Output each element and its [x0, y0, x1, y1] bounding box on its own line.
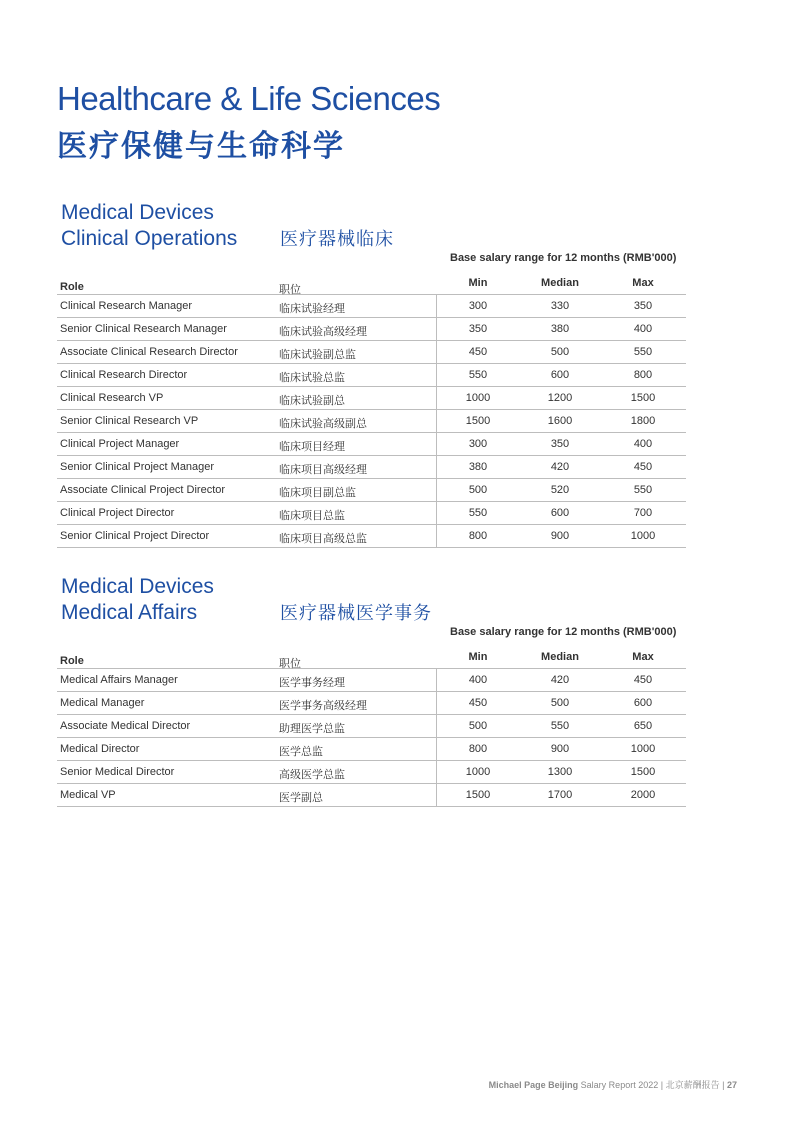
- cell-median: 350: [550, 438, 570, 450]
- table-row: [57, 761, 686, 784]
- table-row: [57, 669, 686, 692]
- cell-max: 450: [633, 461, 653, 473]
- section-title-line1: Medical Devices: [61, 575, 214, 598]
- cell-min: 500: [468, 484, 488, 496]
- cell-max: 550: [633, 484, 653, 496]
- cell-min: 550: [468, 369, 488, 381]
- column-divider: [436, 341, 437, 363]
- page-title-chinese: 医疗保健与生命科学: [57, 130, 345, 163]
- cell-role-chinese: 医学副总: [279, 792, 323, 804]
- cell-role-chinese: 临床试验副总监: [279, 349, 356, 361]
- column-divider: [436, 715, 437, 737]
- table-row: [57, 715, 686, 738]
- cell-role-chinese: 临床项目经理: [279, 441, 345, 453]
- cell-max: 1800: [630, 415, 656, 427]
- table-row: [57, 364, 686, 387]
- column-divider: [436, 295, 437, 317]
- cell-max: 1500: [630, 392, 656, 404]
- section-title-line2: Medical Affairs: [61, 601, 198, 624]
- cell-role: Senior Medical Director: [60, 766, 175, 778]
- salary-table: [57, 645, 686, 807]
- cell-median: 550: [550, 720, 570, 732]
- cell-max: 600: [633, 697, 653, 709]
- cell-min: 800: [468, 743, 488, 755]
- cell-role-chinese: 医学事务高级经理: [279, 700, 367, 712]
- table-row: [57, 295, 686, 318]
- section-title-chinese: 医疗器械临床: [280, 229, 394, 249]
- cell-role: Clinical Research Director: [60, 369, 188, 381]
- table-row: [57, 433, 686, 456]
- page-footer: [489, 1078, 737, 1091]
- cell-median: 1200: [547, 392, 573, 404]
- cell-role: Medical VP: [60, 789, 116, 801]
- salary-range-label: Base salary range for 12 months (RMB'000): [450, 626, 677, 638]
- footer-report-title: Salary Report 2022: [580, 1080, 659, 1090]
- column-divider: [436, 318, 437, 340]
- cell-role: Senior Clinical Project Manager: [60, 461, 215, 473]
- section-title: [61, 200, 237, 252]
- cell-role: Medical Director: [60, 743, 140, 755]
- column-divider: [436, 456, 437, 478]
- section-title: [61, 574, 214, 626]
- cell-role-chinese: 助理医学总监: [279, 723, 345, 735]
- cell-min: 1000: [465, 766, 491, 778]
- table-row: [57, 410, 686, 433]
- column-divider: [436, 669, 437, 691]
- page-title: Healthcare & Life Sciences: [57, 80, 441, 117]
- cell-median: 420: [550, 674, 570, 686]
- cell-max: 400: [633, 438, 653, 450]
- cell-min: 1500: [465, 415, 491, 427]
- cell-min: 450: [468, 697, 488, 709]
- cell-median: 420: [550, 461, 570, 473]
- header-role: Role: [60, 655, 84, 667]
- table-header: [57, 645, 686, 669]
- table-body: [57, 669, 686, 807]
- cell-min: 1500: [465, 789, 491, 801]
- cell-max: 350: [633, 300, 653, 312]
- table-row: [57, 456, 686, 479]
- cell-role-chinese: 临床试验经理: [279, 303, 345, 315]
- cell-median: 900: [550, 530, 570, 542]
- column-divider: [436, 479, 437, 501]
- cell-min: 380: [468, 461, 488, 473]
- header-max: Max: [632, 277, 654, 289]
- cell-max: 450: [633, 674, 653, 686]
- cell-role: Associate Clinical Project Director: [60, 484, 226, 496]
- cell-max: 700: [633, 507, 653, 519]
- cell-role: Associate Medical Director: [60, 720, 191, 732]
- cell-max: 550: [633, 346, 653, 358]
- table-header: [57, 271, 686, 295]
- cell-median: 500: [550, 697, 570, 709]
- header-role: Role: [60, 281, 84, 293]
- cell-min: 400: [468, 674, 488, 686]
- cell-median: 1700: [547, 789, 573, 801]
- cell-median: 1300: [547, 766, 573, 778]
- header-median: Median: [541, 277, 579, 289]
- cell-max: 1000: [630, 530, 656, 542]
- column-divider: [436, 410, 437, 432]
- column-divider: [436, 692, 437, 714]
- cell-min: 300: [468, 300, 488, 312]
- cell-min: 800: [468, 530, 488, 542]
- cell-role: Clinical Project Director: [60, 507, 175, 519]
- cell-role-chinese: 临床试验高级经理: [279, 326, 367, 338]
- section-title-line2: Clinical Operations: [61, 227, 238, 250]
- cell-min: 1000: [465, 392, 491, 404]
- salary-table: [57, 271, 686, 548]
- cell-max: 400: [633, 323, 653, 335]
- footer-separator: |: [660, 1080, 664, 1090]
- table-row: [57, 502, 686, 525]
- header-role-chinese: 职位: [279, 284, 301, 296]
- table-row: [57, 341, 686, 364]
- section-title-line1: Medical Devices: [61, 201, 214, 224]
- table-row: [57, 784, 686, 807]
- footer-brand: Michael Page Beijing: [488, 1080, 579, 1090]
- cell-role-chinese: 医学事务经理: [279, 677, 345, 689]
- cell-role: Associate Clinical Research Director: [60, 346, 238, 358]
- cell-role: Clinical Research Manager: [60, 300, 193, 312]
- table-row: [57, 318, 686, 341]
- cell-median: 1600: [547, 415, 573, 427]
- cell-role-chinese: 临床项目总监: [279, 510, 345, 522]
- cell-max: 650: [633, 720, 653, 732]
- cell-role: Clinical Research VP: [60, 392, 164, 404]
- footer-report-title-chinese: 北京薪酬报告: [665, 1080, 720, 1090]
- cell-median: 600: [550, 369, 570, 381]
- cell-role: Clinical Project Manager: [60, 438, 180, 450]
- column-divider: [436, 784, 437, 806]
- cell-role: Senior Clinical Research VP: [60, 415, 199, 427]
- cell-min: 450: [468, 346, 488, 358]
- cell-min: 500: [468, 720, 488, 732]
- cell-role: Medical Manager: [60, 697, 145, 709]
- header-role-chinese: 职位: [279, 658, 301, 670]
- header-min: Min: [468, 651, 488, 663]
- section-title-chinese: 医疗器械医学事务: [280, 603, 432, 623]
- column-divider: [436, 738, 437, 760]
- column-divider: [436, 364, 437, 386]
- cell-role: Senior Clinical Research Manager: [60, 323, 227, 335]
- salary-range-label: Base salary range for 12 months (RMB'000): [450, 252, 677, 264]
- table-row: [57, 738, 686, 761]
- cell-role-chinese: 临床试验总监: [279, 372, 345, 384]
- cell-role-chinese: 医学总监: [279, 746, 323, 758]
- cell-max: 1000: [630, 743, 656, 755]
- cell-max: 800: [633, 369, 653, 381]
- cell-role-chinese: 临床试验高级副总: [279, 418, 367, 430]
- cell-min: 550: [468, 507, 488, 519]
- cell-role-chinese: 临床试验副总: [279, 395, 345, 407]
- column-divider: [436, 387, 437, 409]
- cell-role-chinese: 临床项目副总监: [279, 487, 356, 499]
- cell-max: 1500: [630, 766, 656, 778]
- table-row: [57, 479, 686, 502]
- header-median: Median: [541, 651, 579, 663]
- table-row: [57, 387, 686, 410]
- cell-min: 350: [468, 323, 488, 335]
- column-divider: [436, 433, 437, 455]
- cell-min: 300: [468, 438, 488, 450]
- table-row: [57, 692, 686, 715]
- cell-max: 2000: [630, 789, 656, 801]
- cell-role-chinese: 临床项目高级经理: [279, 464, 367, 476]
- page-number: 27: [726, 1080, 737, 1090]
- header-min: Min: [468, 277, 488, 289]
- cell-role: Senior Clinical Project Director: [60, 530, 210, 542]
- cell-role-chinese: 高级医学总监: [279, 769, 345, 781]
- column-divider: [436, 502, 437, 524]
- cell-median: 500: [550, 346, 570, 358]
- cell-role: Medical Affairs Manager: [60, 674, 178, 686]
- cell-median: 520: [550, 484, 570, 496]
- footer-separator: |: [722, 1080, 725, 1090]
- cell-median: 330: [550, 300, 570, 312]
- table-body: [57, 295, 686, 548]
- cell-median: 380: [550, 323, 570, 335]
- cell-role-chinese: 临床项目高级总监: [279, 533, 367, 545]
- column-divider: [436, 525, 437, 547]
- cell-median: 600: [550, 507, 570, 519]
- header-max: Max: [632, 651, 654, 663]
- cell-median: 900: [550, 743, 570, 755]
- table-row: [57, 525, 686, 548]
- column-divider: [436, 761, 437, 783]
